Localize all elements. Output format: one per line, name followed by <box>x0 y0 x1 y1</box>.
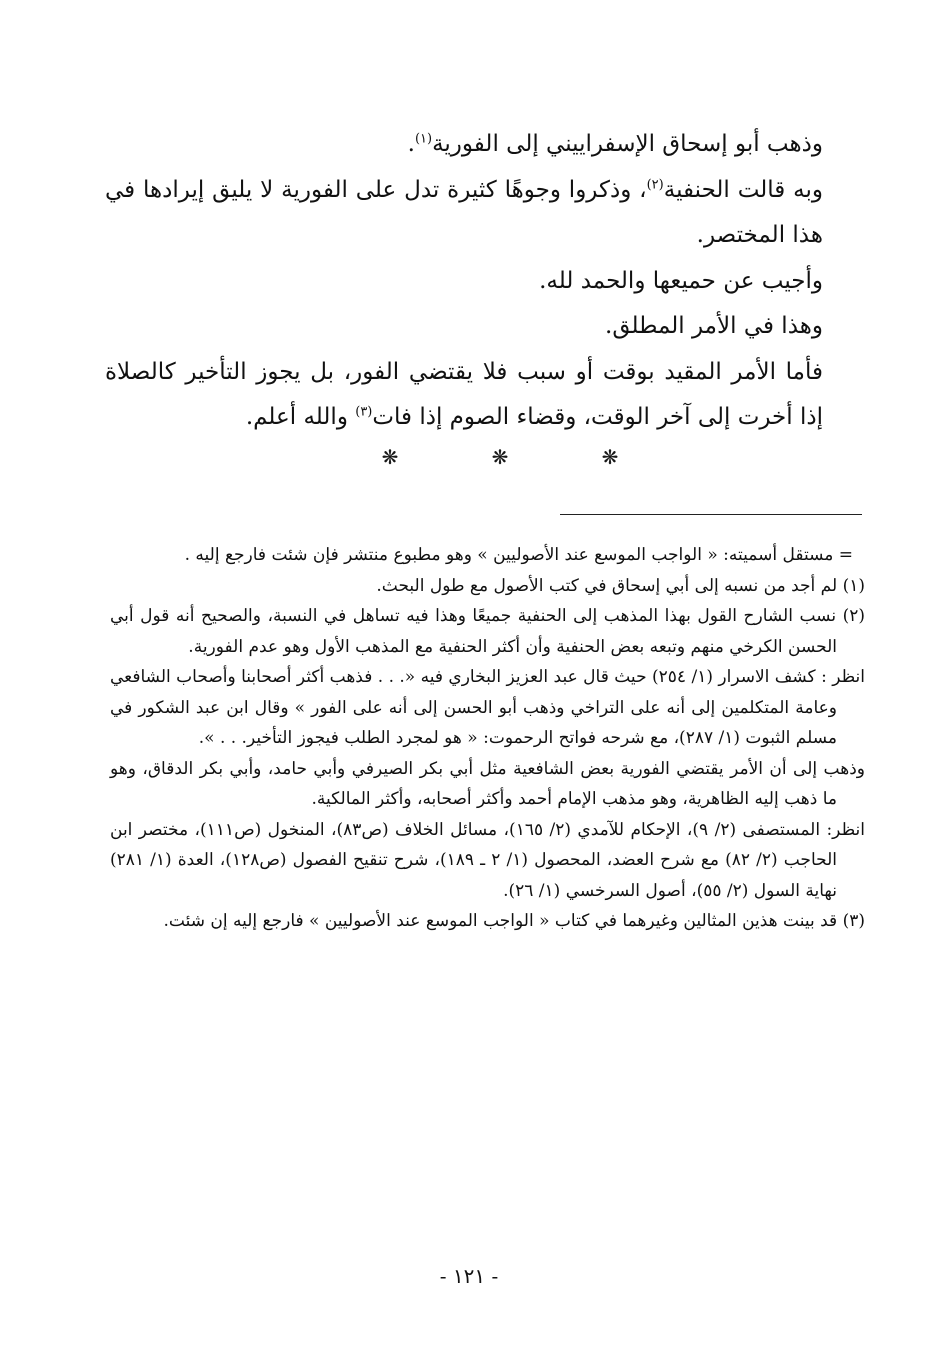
paragraph-1 <box>105 122 865 168</box>
footnote-1: (١) لم أجد من نسبه إلى أبي إسحاق في كتب الأصول مع طول البحث. <box>376 575 865 596</box>
footnote-ref-1: (١) <box>414 131 433 147</box>
paragraph-2 <box>105 168 865 259</box>
footnote-2-reference-1: انظر : كشف الاسرار (١/ ٢٥٤) حيث قال عبد العزيز البخاري فيه «. . . فذهب أكثر أصحابنا وأصحاب الشافعي وعامة المتكلمين إلى أنه على التراخي وذهب أبو الحسن إلى أنه على الفور » وقال ابن عبد الشكور في مسلم الثبوت (١/ ٢٨٧)، مع شرحه فواتح الرحموت: « هو لمجرد الطلب فيجوز التأخير. . . ». <box>110 667 865 748</box>
paragraph-1-text: وذهب أبو إسحاق الإسفراييني إلى الفورية <box>432 131 823 157</box>
asterism-icon: ❋ <box>601 445 619 469</box>
footnote-2-paragraph: وذهب إلى أن الأمر يقتضي الفورية بعض الشافعية مثل أبي بكر الصيرفي وأبي حامد، وأبي بكر الدقاق، وهو ما ذهب إليه الظاهرية، وهو مذهب الإمام أحمد وأكثر أصحابه، وأكثر المالكية. <box>110 758 865 809</box>
footnote-3: (٣) قد بينت هذين المثالين وغيرهما في كتاب « الواجب الموسع عند الأصوليين » فارجع إليه إن شئت. <box>163 911 865 931</box>
paragraph-3: وأجيب عن حميعها والحمد لله. <box>539 267 823 294</box>
paragraph-2-text: وبه قالت الحنفية <box>663 176 823 203</box>
section-separator <box>380 445 620 469</box>
paragraph-5-text: فأما الأمر المقيد بوقت أو سبب فلا يقتضي الفور، بل يجوز التأخير كالصلاة إذا أخرت إلى آخر الوقت، وقضاء الصوم إذا فات <box>105 358 823 430</box>
footnote-2-reference-2: انظر: المستصفى (٢/ ٩)، الإحكام للآمدي (٢/ ١٦٥)، مسائل الخلاف (ص٨٣)، المنخول (ص١١١)، مختصر ابن الحاجب (٢/ ٨٢) مع شرح العضد، المحصول (١/ ٢ ـ ١٨٩)، شرح تنقيح الفصول (ص١٢٨)، العدة (١/ ٢٨١) نهاية السول (٢/ ٥٥)، أصول السرخسي (١/ ٢٦). <box>110 819 865 901</box>
page-number: - ١٢١ - <box>439 1264 499 1288</box>
paragraph-4: وهذا في الأمر المطلق. <box>605 313 823 339</box>
footnote-continuation: = مستقل أسميته: « الواجب الموسع عند الأصوليين » وهو مطبوع منتشر فإن شئت فارجع إليه . <box>184 545 853 565</box>
footnote-ref-2: (٢) <box>646 176 664 192</box>
paragraph-5 <box>105 350 865 441</box>
asterism-icon: ❋ <box>491 445 509 469</box>
footnote-ref-3: (٣) <box>355 404 373 420</box>
paragraph-1-end: . <box>407 131 415 157</box>
asterism-icon: ❋ <box>381 445 399 469</box>
footnote-2: (٢) نسب الشارح القول بهذا المذهب إلى الحنفية جميعًا وهذا فيه تساهل في النسبة، والصحيح أنه قول أبي الحسن الكرخي منهم وتبعه بعض الحنفية وأن أكثر الحنفية مع المذهب الأول وهو عدم الفورية. <box>110 606 865 657</box>
paragraph-2-rest: ، وذكروا وجوهًا كثيرة تدل على الفورية لا يليق إيرادها في هذا المختصر. <box>105 176 823 248</box>
footnote-divider <box>560 514 862 515</box>
paragraph-5-end: والله أعلم. <box>245 404 356 430</box>
footnotes <box>110 540 865 937</box>
main-text <box>105 122 865 441</box>
